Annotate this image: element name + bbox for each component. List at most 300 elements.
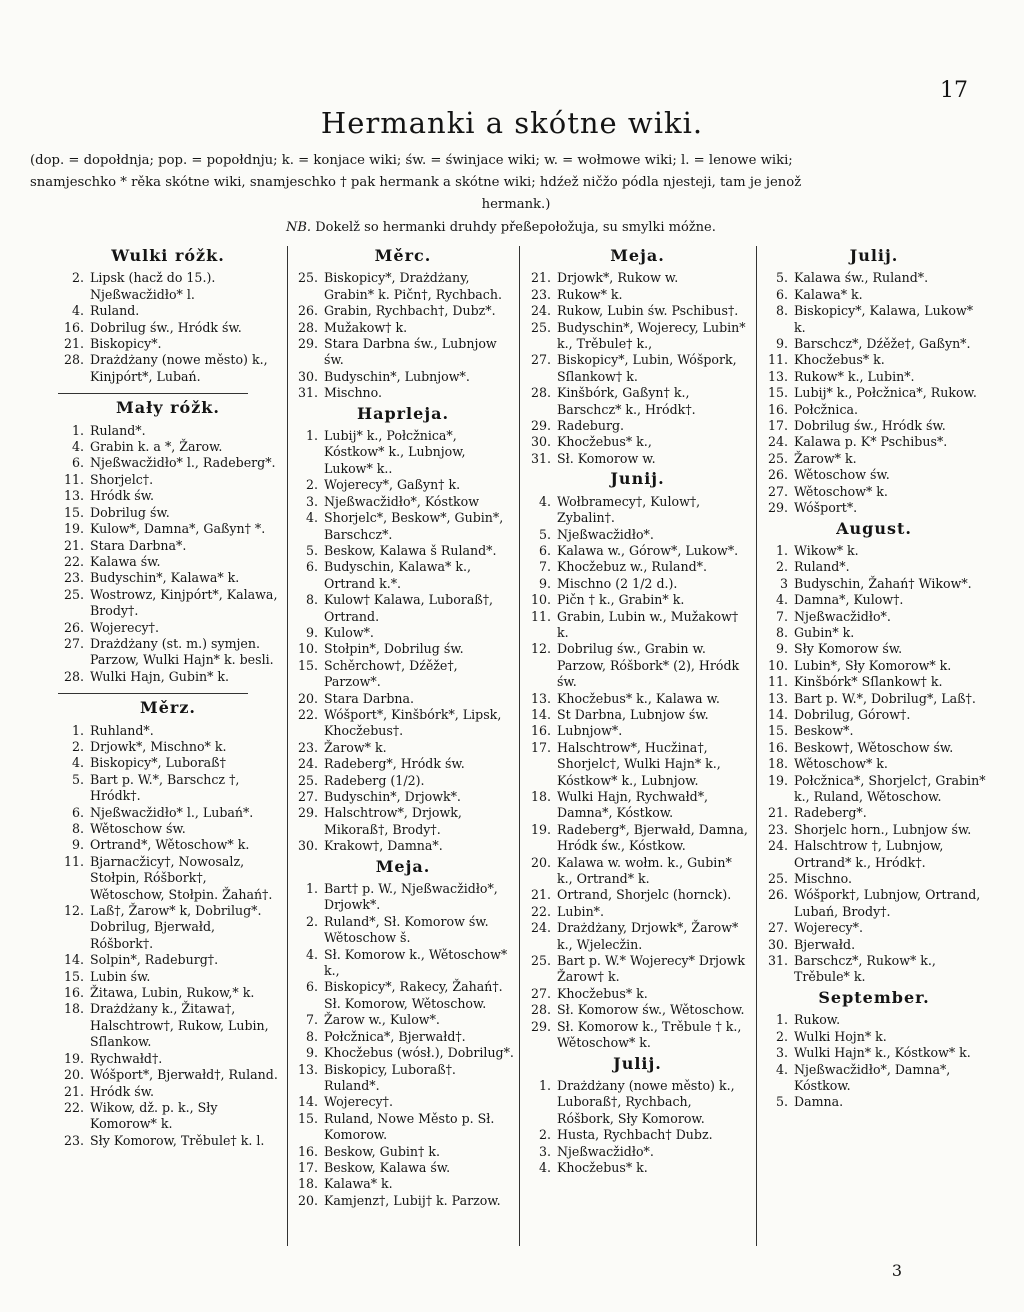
entry-places: Sły Komorow, Trěbule† k. l. <box>90 1132 265 1148</box>
entry-places: Lubnjow*. <box>557 723 623 739</box>
entry-day: 24. <box>767 434 788 450</box>
entry-day: 31. <box>767 953 788 969</box>
entry-places: Ruland, Nowe Město p. Sł. Komorow. <box>324 1110 495 1143</box>
entry-places: Damna. <box>794 1094 844 1110</box>
entry-places: Khocžebus (wósł.), Dobrilug*. <box>324 1045 514 1061</box>
entry-places: Sły Komorow św. <box>794 641 903 657</box>
entry-day: 11. <box>530 608 551 624</box>
entry-day: 24. <box>530 303 551 319</box>
entry-places: Žitawa, Lubin, Rukow,* k. <box>90 985 255 1001</box>
market-entry <box>762 609 986 625</box>
entry-day: 12. <box>63 903 84 919</box>
entry-day: 22. <box>530 903 551 919</box>
legend-line-3: hermank.) <box>481 197 551 212</box>
market-entry <box>292 641 514 657</box>
entry-places: Rukow* k. <box>557 286 623 302</box>
entry-places: Kalawa p. K* Pschibus*. <box>794 434 948 450</box>
entry-day: 4. <box>305 510 318 526</box>
market-entry <box>525 740 750 789</box>
entry-day: 23. <box>63 1132 84 1148</box>
entry-places: Drjowk*, Mischno* k. <box>90 738 227 754</box>
market-entry <box>525 385 750 418</box>
entry-day: 30. <box>297 368 318 384</box>
entry-places: Beskow*. <box>794 723 854 739</box>
entry-places: Sł. Komorow św., Wětoschow. <box>557 1002 745 1018</box>
market-entry <box>525 1127 750 1143</box>
nb-label: NB. <box>286 220 312 235</box>
entry-day: 9. <box>305 624 318 640</box>
entry-places: Laß†, Žarow* k, Dobrilug*. Dobrilug, Bjerwałd, Róšbork†. <box>90 903 262 951</box>
entry-day: 3. <box>538 1143 551 1159</box>
entry-day: 23. <box>297 739 318 755</box>
entry-day: 21. <box>63 537 84 553</box>
entry-day: 13. <box>767 368 788 384</box>
entry-day: 4. <box>71 439 84 455</box>
entry-places: Damna*, Kulow†. <box>794 592 904 608</box>
entry-places: Njeßwacžidło*, Damna*, Kóstkow. <box>794 1061 951 1093</box>
entry-places: Drjowk*, Rukow w. <box>557 270 679 286</box>
month-heading: Julij. <box>849 246 899 265</box>
entry-places: Halschtrow †, Lubnjow, Ortrand* k., Hródk†. <box>794 838 944 870</box>
entry-day: 9. <box>538 575 551 591</box>
market-entry <box>762 467 986 483</box>
entry-day: 22. <box>63 1099 84 1115</box>
entry-places: Stara Darbna. <box>324 690 415 706</box>
entry-places: Beskow, Kalawa š Ruland*. <box>324 542 497 558</box>
market-entry <box>58 587 278 620</box>
market-entry <box>58 320 278 336</box>
market-entry <box>292 336 514 369</box>
entry-places: Kinšbórk* Sſlankow† k. <box>794 674 943 690</box>
entry-places: Biskopicy*, Luboraß† <box>90 755 226 771</box>
column-divider <box>519 246 520 1246</box>
entry-day: 4. <box>71 755 84 771</box>
entry-day: 29. <box>297 805 318 821</box>
entry-day: 4. <box>775 1061 788 1077</box>
market-entry <box>58 1084 278 1100</box>
entry-places: Drażdżany (nowe město) k., Kinjpórt*, Lubań. <box>90 352 268 384</box>
market-entry <box>292 369 514 385</box>
legend <box>30 150 1002 216</box>
market-entry <box>292 1111 514 1144</box>
month-heading: Wulki róžk. <box>111 246 225 265</box>
market-entry <box>525 789 750 822</box>
entry-places: Gubin* k. <box>794 624 855 640</box>
market-entry <box>58 805 278 821</box>
entry-places: Wětoschow* k. <box>794 756 888 772</box>
entry-day: 10. <box>767 657 788 673</box>
entry-day: 6. <box>775 286 788 302</box>
entry-day: 26. <box>767 887 788 903</box>
entry-day: 27. <box>530 352 551 368</box>
market-entry <box>525 287 750 303</box>
market-entry <box>58 439 278 455</box>
market-entry <box>525 527 750 543</box>
entry-day: 4. <box>538 1159 551 1175</box>
entry-day: 25. <box>530 953 551 969</box>
market-entry <box>292 270 514 303</box>
market-entry <box>292 592 514 625</box>
entry-places: Rukow, Lubin św. Pschibus†. <box>557 303 739 319</box>
entry-day: 26. <box>767 467 788 483</box>
market-entry <box>762 920 986 936</box>
market-entry <box>58 772 278 805</box>
entry-places: Ortrand, Shorjelc (hornck). <box>557 887 732 903</box>
market-entry <box>292 1012 514 1028</box>
market-entry <box>292 303 514 319</box>
market-entry <box>292 1029 514 1045</box>
entry-places: Mischno (2 1/2 d.). <box>557 575 678 591</box>
market-entry <box>292 805 514 838</box>
entry-places: Kinšbórk, Gaßyn† k., Barschcz* k., Hródk†. <box>557 385 696 417</box>
entry-day: 2. <box>71 738 84 754</box>
entry-places: Radeberg*, Bjerwałd, Damna, Hródk św., Kóstkow. <box>557 821 748 854</box>
entry-places: Ruland*. <box>794 559 850 575</box>
month-heading: Meja. <box>610 246 665 265</box>
entry-places: Rychwałd†. <box>90 1050 163 1066</box>
entry-places: Wětoschow* k. <box>794 483 888 499</box>
entry-places: Wóšport*. <box>794 500 858 516</box>
entry-places: Khocžebus* k., <box>557 434 652 450</box>
entry-day: 1. <box>538 1077 551 1093</box>
month-heading: September. <box>818 987 930 1007</box>
entry-places: Drażdżany k., Žitawa†, Halschtrow†, Rukow, Lubin, Sſlankow. <box>90 1001 269 1050</box>
entry-day: 21. <box>767 805 788 821</box>
entry-day: 14. <box>767 706 788 722</box>
entry-places: Mischno. <box>324 385 383 401</box>
entry-places: Solpin*, Radeburg†. <box>90 952 219 968</box>
entry-places: Biskopicy*, Rakecy, Žahań†. Sł. Komorow, Wětoschow. <box>324 979 503 1011</box>
entry-day: 25. <box>767 871 788 887</box>
market-entry <box>58 969 278 985</box>
market-entry <box>762 484 986 500</box>
entry-day: 16. <box>297 1143 318 1159</box>
market-entry <box>58 1001 278 1050</box>
entry-places: Ruland*. <box>90 422 146 438</box>
entry-day: 19. <box>63 521 84 537</box>
entry-day: 16. <box>530 723 551 739</box>
entry-day: 20. <box>530 854 551 870</box>
entry-day: 17. <box>297 1159 318 1175</box>
market-entry <box>525 543 750 559</box>
entry-day: 1. <box>71 422 84 438</box>
market-entry <box>525 576 750 592</box>
market-entry <box>292 914 514 947</box>
entry-places: Biskopicy*, Drażdżany, Grabin* k. Pičn†, Rychbach. <box>324 270 502 302</box>
entry-day: 19. <box>767 772 788 788</box>
entry-places: Lubin*, Sły Komorow* k. <box>794 657 952 673</box>
market-entry <box>762 270 986 286</box>
market-entry <box>58 739 278 755</box>
entry-day: 29. <box>530 418 551 434</box>
entry-places: Mužakow† k. <box>324 319 408 335</box>
market-entry <box>762 352 986 368</box>
market-entry <box>292 559 514 592</box>
entry-places: Halschtrow*, Hucžina†, Shorjelc†, Wulki Hajn* k., Kóstkow* k., Lubnjow. <box>557 739 721 788</box>
market-entry <box>762 805 986 821</box>
entry-places: Njeßwacžidło*. <box>557 1143 654 1159</box>
entry-places: Dobrilug, Górow†. <box>794 706 911 722</box>
entry-places: Khocžebuz w., Ruland*. <box>557 559 707 575</box>
entry-day: 30. <box>767 936 788 952</box>
entry-places: Wětoschow św. <box>90 821 186 836</box>
entry-day: 25. <box>530 319 551 335</box>
entry-places: Radeberg*, Hródk św. <box>324 756 465 772</box>
entry-places: Rukow. <box>794 1012 841 1028</box>
entry-day: 6. <box>71 804 84 820</box>
entry-places: Njeßwacžidło* l., Radeberg*. <box>90 455 276 471</box>
entry-day: 4. <box>71 303 84 319</box>
market-entry <box>525 270 750 286</box>
entry-places: Kulow† Kalawa, Luboraß†, Ortrand. <box>324 592 494 624</box>
market-entry <box>58 620 278 636</box>
section-divider <box>58 693 248 694</box>
entry-places: Njeßwacžidło*, Kóstkow <box>324 493 479 509</box>
entry-day: 9. <box>305 1045 318 1061</box>
entry-places: Dobrilug św., Grabin w. Parzow, Róšbork* (2), Hródk św. <box>557 641 740 690</box>
month-heading: Mały róžk. <box>116 398 220 418</box>
entry-day: 27. <box>297 789 318 804</box>
market-entry <box>292 773 514 789</box>
entry-day: 11. <box>63 471 84 487</box>
market-entry <box>525 641 750 690</box>
entry-day: 8. <box>775 624 788 640</box>
entry-day: 29. <box>297 336 318 352</box>
market-entry <box>58 985 278 1001</box>
entry-places: Połcžnica*, Shorjelc†, Grabin* k., Ruland, Wětoschow. <box>794 772 986 804</box>
entry-places: Wojerecy*. <box>794 920 863 936</box>
entry-places: Sł. Komorow k., Trěbule † k., Wětoschow* k. <box>557 1018 742 1051</box>
entry-places: Kalawa* k. <box>794 286 863 302</box>
entry-day: 25. <box>63 586 84 602</box>
market-entry <box>58 521 278 537</box>
market-entry <box>525 352 750 385</box>
market-entry <box>762 385 986 401</box>
entry-day: 9. <box>775 336 788 352</box>
market-entry <box>292 789 514 805</box>
entry-places: Stara Darbna św., Lubnjow św. <box>324 336 497 368</box>
market-entry <box>762 838 986 871</box>
entry-day: 19. <box>63 1050 84 1066</box>
entry-day: 8. <box>775 303 788 319</box>
market-entry <box>58 1133 278 1149</box>
entry-places: Lubij* k., Połcžnica*, Rukow. <box>794 385 977 401</box>
market-entry <box>525 691 750 707</box>
entry-day: 24. <box>530 920 551 936</box>
entry-day: 6. <box>305 979 318 995</box>
entry-day: 2. <box>305 477 318 493</box>
entry-places: Bart p. W.* Wojerecy* Drjowk Žarow† k. <box>557 953 745 985</box>
entry-places: Wikow, dž. p. k., Sły Komorow* k. <box>90 1099 218 1132</box>
entry-day: 1. <box>775 542 788 558</box>
entry-day: 1. <box>775 1012 788 1028</box>
entry-places: Budyschin*, Kalawa* k. <box>90 570 240 586</box>
entry-day: 18. <box>767 756 788 772</box>
entry-day: 16. <box>63 985 84 1001</box>
entry-day: 27. <box>767 920 788 936</box>
market-entry <box>525 418 750 434</box>
entry-day: 15. <box>297 657 318 673</box>
market-entry <box>762 691 986 707</box>
entry-places: Radeberg (1/2). <box>324 772 425 788</box>
market-entry <box>762 707 986 723</box>
market-entry <box>292 320 514 336</box>
entry-places: Kalawa* k. <box>324 1176 393 1192</box>
entry-places: Lubin*. <box>557 903 604 919</box>
market-entry <box>762 500 986 516</box>
market-entry <box>525 822 750 855</box>
market-entry <box>762 641 986 657</box>
market-entry <box>292 543 514 559</box>
entry-day: 1. <box>305 428 318 444</box>
market-entry <box>762 559 986 575</box>
market-entry <box>292 707 514 740</box>
market-entry <box>762 576 986 592</box>
market-entry <box>58 821 278 837</box>
entry-places: Khocžebus* k. <box>557 1159 648 1175</box>
entry-day: 11. <box>767 674 788 690</box>
month-heading: Haprleja. <box>356 403 450 423</box>
entry-places: Wulki Hajn* k., Kóstkow* k. <box>794 1045 971 1061</box>
entry-day: 2. <box>71 270 84 286</box>
entry-day: 5. <box>538 526 551 542</box>
entry-places: Drażdżany (nowe město) k., Luboraß†, Rychbach, Róšbork, Sły Komorow. <box>557 1077 735 1126</box>
month-heading: Junij. <box>610 469 665 489</box>
entry-day: 13. <box>297 1061 318 1077</box>
market-entry <box>762 402 986 418</box>
entry-places: Wóšport*, Bjerwałd†, Ruland. <box>90 1067 278 1083</box>
market-entry <box>58 755 278 771</box>
market-entry <box>762 543 986 559</box>
market-entry <box>762 287 986 303</box>
entry-day: 15. <box>63 504 84 520</box>
column-3 <box>525 244 750 1176</box>
entry-day: 25. <box>767 450 788 466</box>
entry-day: 24. <box>297 756 318 772</box>
entry-day: 1. <box>71 722 84 738</box>
entry-day: 31. <box>297 385 318 401</box>
market-entry <box>292 494 514 510</box>
market-entry <box>762 451 986 467</box>
entry-day: 10. <box>297 641 318 657</box>
entry-day: 21. <box>63 336 84 352</box>
entry-places: Mischno. <box>794 871 853 887</box>
market-entry <box>292 881 514 914</box>
market-entry <box>762 723 986 739</box>
entry-day: 27. <box>63 635 84 651</box>
entry-day: 30. <box>297 838 318 854</box>
entry-places: Lipsk (hacž do 15.). Njeßwacžidło* l. <box>90 270 216 302</box>
market-entry <box>762 953 986 986</box>
entry-places: Wulki Hajn, Gubin* k. <box>90 668 230 684</box>
entry-day: 2. <box>538 1127 551 1143</box>
market-entry <box>762 773 986 806</box>
entry-day: 2. <box>775 1028 788 1044</box>
market-entry <box>58 854 278 903</box>
market-entry <box>762 1012 986 1028</box>
entry-day: 24. <box>767 838 788 854</box>
market-entry <box>58 270 278 303</box>
entry-places: Dobrilug św. <box>90 504 170 520</box>
entry-places: Khocžebus* k. <box>794 352 885 368</box>
column-divider <box>756 246 757 1246</box>
market-entry <box>58 570 278 586</box>
entry-day: 5. <box>71 771 84 787</box>
entry-places: Njeßwacžidło* l., Lubań*. <box>90 804 254 820</box>
entry-places: Njeßwacžidło*. <box>794 608 891 624</box>
entry-day: 25. <box>297 270 318 286</box>
entry-day: 27. <box>767 483 788 499</box>
entry-day: 28. <box>297 319 318 335</box>
entry-day: 3. <box>305 493 318 509</box>
entry-day: 13. <box>63 488 84 504</box>
market-entry <box>525 320 750 353</box>
market-entry <box>525 887 750 903</box>
market-entry <box>762 871 986 887</box>
market-entry <box>292 1144 514 1160</box>
entry-day: 5. <box>775 270 788 286</box>
market-entry <box>292 838 514 854</box>
entry-day: 5. <box>775 1094 788 1110</box>
market-entry <box>58 423 278 439</box>
entry-places: Halschtrow*, Drjowk, Mikoraß†, Brody†. <box>324 805 462 837</box>
entry-places: Sł. Komorow k., Wětoschow* k., <box>324 946 508 979</box>
entry-day: 23. <box>530 286 551 302</box>
entry-places: Biskopicy*. <box>90 336 162 352</box>
entry-day: 22. <box>297 706 318 722</box>
entry-day: 21. <box>530 887 551 903</box>
column-divider <box>287 246 288 1246</box>
market-entry <box>292 1062 514 1095</box>
entry-day: 30. <box>530 434 551 450</box>
market-entry <box>525 592 750 608</box>
footer-number: 3 <box>891 1261 902 1280</box>
entry-day: 25. <box>297 772 318 788</box>
entry-day: 15. <box>297 1110 318 1126</box>
entry-day: 2. <box>775 559 788 575</box>
market-entry <box>762 1094 986 1110</box>
market-entry <box>292 740 514 756</box>
entry-day: 17. <box>767 418 788 434</box>
entry-day: 2. <box>305 913 318 929</box>
entry-places: Ruland. <box>90 303 140 319</box>
page-title: Hermanki a skótne wiki. <box>320 106 704 140</box>
entry-places: Wostrowz, Kinjpórt*, Kalawa, Brody†. <box>90 586 278 619</box>
market-entry <box>525 434 750 450</box>
entry-day: 4. <box>305 946 318 962</box>
entry-day: 18. <box>63 1001 84 1017</box>
month-heading: Meja. <box>375 856 431 876</box>
entry-day: 4. <box>538 493 551 509</box>
entry-day: 6. <box>71 455 84 471</box>
entry-places: Wulki Hojn* k. <box>794 1028 887 1044</box>
entry-day: 9. <box>775 641 788 657</box>
market-entry <box>525 451 750 467</box>
market-entry <box>762 434 986 450</box>
entry-places: Žarow* k. <box>794 450 857 466</box>
entry-places: Budyschin, Kalawa* k., Ortrand k.*. <box>324 559 471 591</box>
month-heading: Julij. <box>613 1053 662 1073</box>
entry-places: Beskow†, Wětoschow św. <box>794 739 954 755</box>
entry-day: 8. <box>305 1028 318 1044</box>
entry-places: Radeberg*. <box>794 805 867 821</box>
entry-day: 14. <box>63 952 84 968</box>
market-entry <box>525 609 750 642</box>
market-entry <box>58 1051 278 1067</box>
entry-places: Pičn † k., Grabin* k. <box>557 592 685 608</box>
entry-day: 15. <box>63 968 84 984</box>
entry-places: Grabin, Lubin w., Mužakow† k. <box>557 608 739 640</box>
